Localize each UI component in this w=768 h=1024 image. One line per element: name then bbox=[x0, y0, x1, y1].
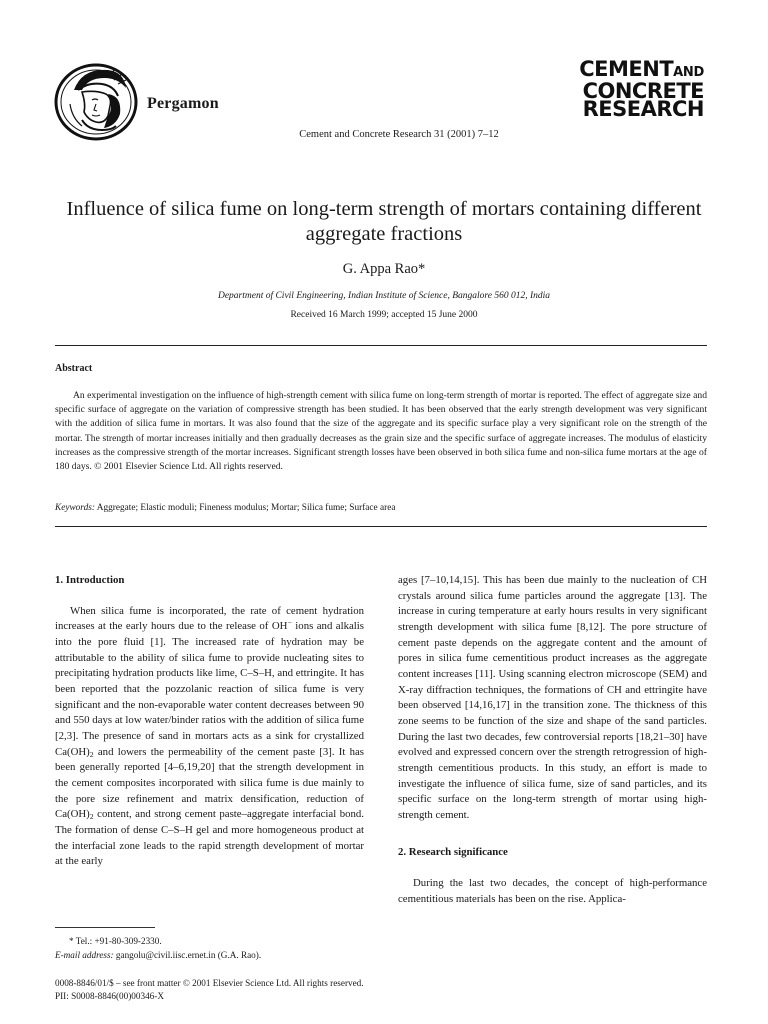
brand-word-concrete: CONCRETE bbox=[582, 79, 704, 103]
journal-brand-logo bbox=[579, 57, 704, 121]
intro-superscript-minus: − bbox=[287, 618, 292, 628]
brand-word-research: RESEARCH bbox=[582, 97, 704, 121]
publisher-name: Pergamon bbox=[147, 95, 219, 112]
journal-citation: Cement and Concrete Research 31 (2001) 7–12 bbox=[299, 129, 499, 140]
left-column bbox=[55, 573, 364, 870]
brand-word-cement: CEMENT bbox=[579, 57, 674, 81]
footnote-rule bbox=[55, 927, 155, 928]
abstract-heading: Abstract bbox=[55, 363, 93, 374]
intro-text-b: ions and alkalis into the pore fluid [1]. The increased rate of hydration may be attributable to the ability of silica fume to provide nucleating sites to precipitating hydration products like lime, C–S–H, and ettringite. It has been reported that the pozzolanic reaction of silica fume is very significant and the non-evaporable water content decreases between 90 and 550 days at low water/binder ratios with the addition of silica fume [2,3]. The presence of sand in mortars acts as a sink for crystallized Ca(OH) bbox=[55, 620, 364, 758]
abstract-bottom-rule bbox=[55, 526, 707, 527]
section-heading-research-significance: 2. Research significance bbox=[398, 845, 508, 858]
section-heading-introduction: 1. Introduction bbox=[55, 574, 125, 586]
research-significance-paragraph: During the last two decades, the concept of high-performance cementitious materials has been on the rise. Applica- bbox=[398, 877, 707, 905]
author-footnote bbox=[55, 935, 261, 962]
intro-text-c: and lowers the permeability of the cement paste [3]. It has been generally reported [4–6,19,20] that the strength development in the cement composites incorporated with silica fume is due mainly to the pore size refinement and matrix densification, reduction of Ca(OH) bbox=[55, 745, 364, 821]
issn-line: 0008-8846/01/$ – see front matter © 2001 Elsevier Science Ltd. All rights reserved. bbox=[55, 978, 364, 988]
keywords-label: Keywords: bbox=[55, 503, 95, 513]
brand-word-and: AND bbox=[673, 65, 704, 80]
article-author: G. Appa Rao* bbox=[342, 261, 426, 277]
footnote-tel: * Tel.: +91-80-309-2330. bbox=[69, 936, 162, 946]
author-affiliation: Department of Civil Engineering, Indian Institute of Science, Bangalore 560 012, India bbox=[217, 291, 551, 301]
pii-line: PII: S0008-8846(00)00346-X bbox=[55, 991, 164, 1001]
abstract-top-rule bbox=[55, 345, 707, 346]
footnote-email: gangolu@civil.iisc.ernet.in (G.A. Rao). bbox=[113, 949, 262, 960]
intro-text-a: When silica fume is incorporated, the rate of cement hydration increases at the early hours due to the release of OH bbox=[55, 604, 364, 633]
right-column bbox=[398, 573, 707, 907]
footnote-email-label: E-mail address: bbox=[55, 949, 114, 960]
intro-subscript-2a: 2 bbox=[89, 749, 94, 759]
keywords-list: Aggregate; Elastic moduli; Fineness modulus; Mortar; Silica fume; Surface area bbox=[96, 503, 396, 513]
intro-subscript-2b: 2 bbox=[89, 812, 94, 822]
introduction-continued-paragraph: ages [7–10,14,15]. This has been due mainly to the nucleation of CH crystals around silica fume particles around the aggregate [13]. The increase in curing temperature at early hours results in very significant strength development with silica fume [8,12]. The pore structure of cement paste depends on the aggregate content and the amount of pores in silica fume cementitious product increases as the aggregate content increases [11]. Using scanning electron microscope (SEM) and X-ray diffraction techniques, the formations of CH and ettringite have been observed [14,16,17] in the transition zone. The thickness of this zone seems to be function of the size and shape of the sand particles. During the last two decades, few controversial reports [18,21–30] have evolved and expressed concern over the strength retrogression of high-strength cementitious products. In this study, an effort is made to investigate the influence of silica fume, size of sand particles, and its specific surface on the long-term strength of mortar using high-strength cement. bbox=[398, 574, 707, 821]
article-title: Influence of silica fume on long-term strength of mortars containing different aggregate fractions bbox=[66, 198, 702, 245]
intro-text-d: content, and strong cement paste–aggregate interfacial bond. The formation of dense C–S–H gel and more homogeneous product at the interfacial zone leads to the rapid strength development of mortar at the early bbox=[55, 808, 364, 868]
received-dates: Received 16 March 1999; accepted 15 June 2000 bbox=[290, 310, 478, 320]
abstract-text: An experimental investigation on the influence of high-strength cement with silica fume on long-term strength of mortar is reported. The effect of aggregate size and specific surface of aggregate on the variation of compressive strength has been studied. It has been observed that the early strength development was very significant with the addition of silica fume in mortars. It was also found that the size of the aggregate and its specific surface play a very significant role on the strength of the mortar. The strength of mortar increases initially and then gradually decreases as the grain size and the specific surface of aggregate increases. The modulus of elasticity increases as the compressive strength of the mortar increases. Significant strength losses have been observed in both silica fume and non-silica fume mortars at the age of 180 days. © 2001 Elsevier Science Ltd. All rights reserved. bbox=[55, 390, 707, 473]
copyright-meta bbox=[55, 977, 364, 1003]
introduction-paragraph bbox=[55, 604, 364, 870]
keywords-line bbox=[55, 503, 707, 513]
